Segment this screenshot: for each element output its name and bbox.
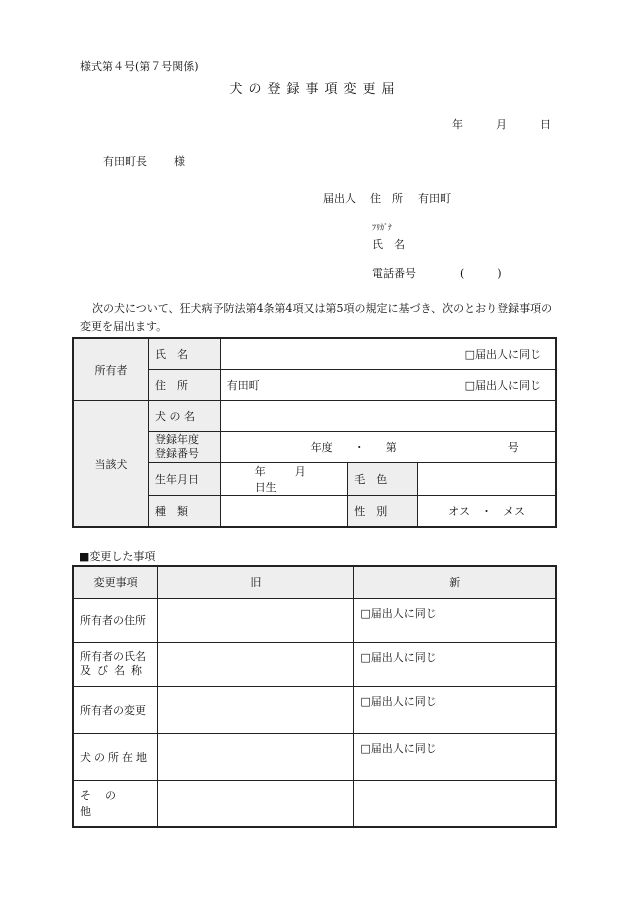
owner-address-value: 有田町	[226, 379, 260, 392]
date-month-label: 月	[496, 118, 507, 131]
dog-name-label: 犬 の 名	[149, 401, 221, 432]
change-row-label: 所有者の住所	[73, 598, 158, 642]
reg-year-unit: 年度	[310, 441, 333, 454]
same-as-applicant-checkbox[interactable]: □届出人に同じ	[360, 606, 437, 620]
birth-day-unit: 日生	[254, 481, 277, 494]
reg-dai: 第	[385, 441, 397, 454]
reg-dot: ・	[353, 441, 365, 454]
breed-label: 種 類	[149, 496, 221, 528]
change-row-old-field[interactable]	[158, 780, 354, 827]
change-row-new-field[interactable]	[354, 686, 556, 733]
changes-section-title: ■変更した事項	[79, 550, 156, 563]
changes-table	[72, 565, 557, 828]
applicant-phone-label: 電話番号	[372, 267, 416, 280]
owner-name-same-checkbox[interactable]: □届出人に同じ	[464, 348, 541, 361]
date-line	[452, 116, 551, 132]
change-row-old-field[interactable]	[158, 686, 354, 733]
birth-month-unit: 月	[294, 465, 306, 478]
date-year-label: 年	[452, 118, 463, 131]
registration-field[interactable]	[220, 432, 556, 463]
applicant-address-label: 住 所	[370, 192, 403, 205]
applicant-label: 届出人	[323, 192, 356, 205]
change-row-old-field[interactable]	[158, 598, 354, 642]
change-row-label: 所有者の氏名 及び名称	[73, 642, 158, 686]
applicant-name-label: 氏 名	[372, 238, 405, 251]
birthdate-label: 生年月日	[149, 463, 221, 496]
furigana-label: ﾌﾘｶﾞﾅ	[372, 223, 392, 232]
sex-options[interactable]: オス ・ メス	[418, 496, 556, 528]
coat-color-label: 毛 色	[348, 463, 418, 496]
page-title: 犬の登録事項変更届	[229, 82, 401, 97]
change-row-new-field[interactable]	[354, 642, 556, 686]
owner-address-label: 住 所	[149, 370, 221, 401]
addressee-honorific: 様	[174, 155, 185, 168]
change-row-new-field[interactable]	[354, 598, 556, 642]
changes-header-new: 新	[354, 566, 556, 598]
changes-header-item: 変更事項	[73, 566, 158, 598]
same-as-applicant-checkbox[interactable]: □届出人に同じ	[360, 741, 437, 755]
change-row-label: 犬の所在地	[73, 733, 158, 780]
registration-number-label: 登録番号	[155, 447, 200, 460]
registration-label	[149, 432, 221, 463]
owner-section-label: 所有者	[73, 338, 149, 401]
change-row-new-field[interactable]	[354, 780, 556, 827]
owner-name-field[interactable]	[220, 338, 556, 370]
changes-header-old: 旧	[158, 566, 354, 598]
breed-field[interactable]	[220, 496, 348, 528]
dog-name-field[interactable]	[220, 401, 556, 432]
form-number: 様式第４号(第７号関係)	[80, 60, 199, 73]
reg-go: 号	[507, 441, 519, 454]
dog-section-label: 当該犬	[73, 401, 149, 528]
addressee	[103, 153, 185, 169]
owner-address-field[interactable]	[220, 370, 556, 401]
change-row-new-field[interactable]	[354, 733, 556, 780]
change-row-label: 所有者の変更	[73, 686, 158, 733]
owner-name-label: 氏 名	[149, 338, 221, 370]
registration-year-label: 登録年度	[155, 433, 200, 446]
coat-color-field[interactable]	[418, 463, 556, 496]
sex-label: 性 別	[348, 496, 418, 528]
applicant-phone-field[interactable]: ( )	[460, 267, 502, 280]
owner-address-same-checkbox[interactable]: □届出人に同じ	[464, 379, 541, 392]
date-day-label: 日	[540, 118, 551, 131]
applicant-address-value[interactable]: 有田町	[418, 192, 451, 205]
same-as-applicant-checkbox[interactable]: □届出人に同じ	[360, 650, 437, 664]
addressee-name: 有田町長	[103, 155, 147, 168]
birth-year-unit: 年	[254, 465, 266, 478]
change-row-label: その他	[73, 780, 158, 827]
owner-dog-table	[72, 337, 557, 528]
intro-text: 次の犬について、狂犬病予防法第4条第4項又は第5項の規定に基づき、次のとおり登録事項の変更を届出ます。	[80, 302, 553, 333]
change-row-old-field[interactable]	[158, 642, 354, 686]
same-as-applicant-checkbox[interactable]: □届出人に同じ	[360, 694, 437, 708]
change-row-old-field[interactable]	[158, 733, 354, 780]
birthdate-field[interactable]	[220, 463, 348, 496]
